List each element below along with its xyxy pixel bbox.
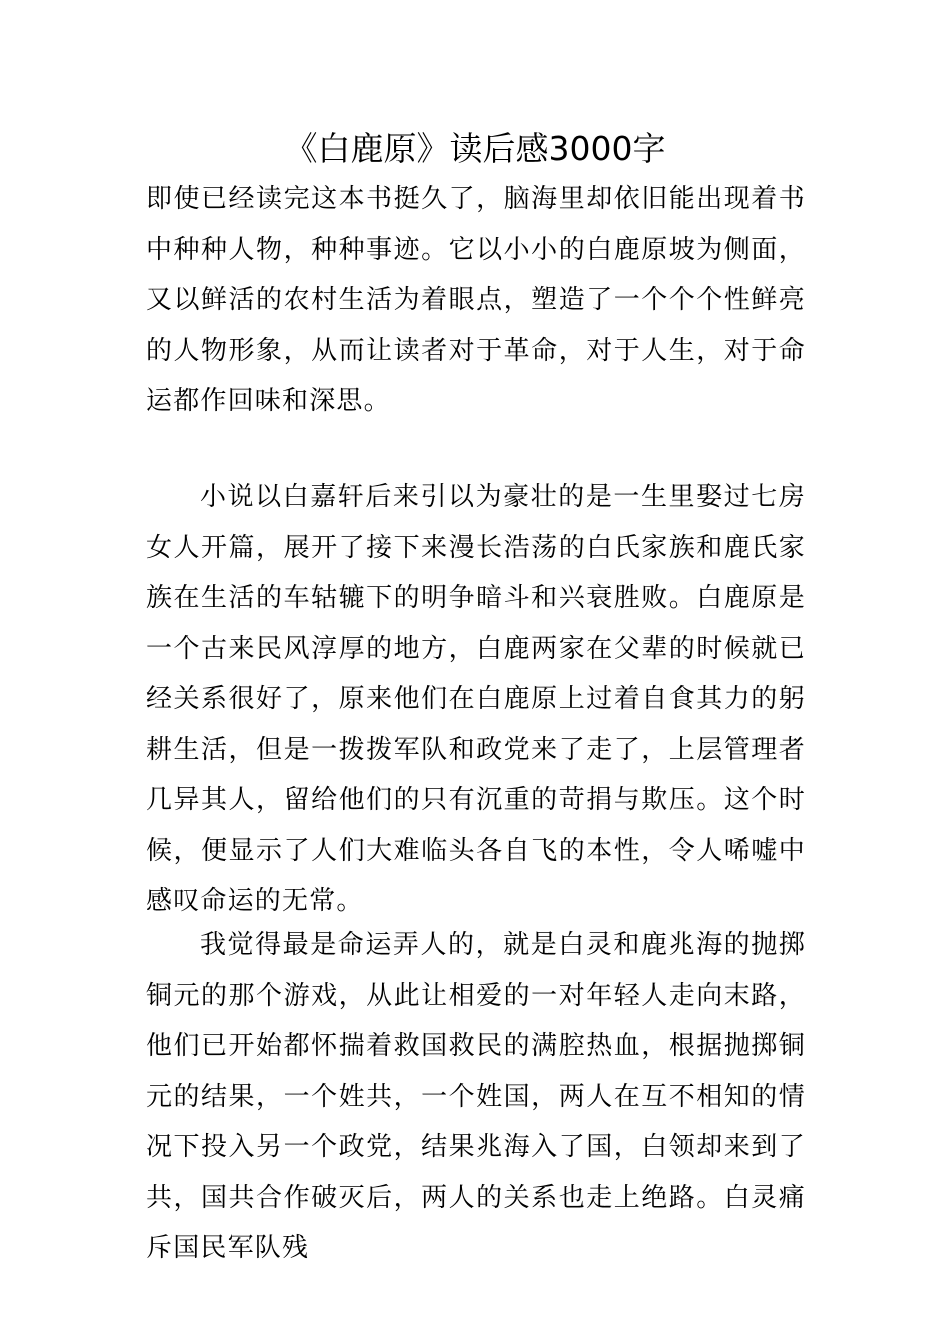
paragraph-2: 小说以白嘉轩后来引以为豪壮的是一生里娶过七房女人开篇，展开了接下来漫长浩荡的白氏家族和鹿氏家族在生活的车轱辘下的明争暗斗和兴衰胜败。白鹿原是一个古来民风淳厚的地方，白鹿两家在父辈的时候就已经关系很好了，原来他们在白鹿原上过着自食其力的躬耕生活，但是一拨拨军队和政党来了走了，上层管理者几异其人，留给他们的只有沉重的苛捐与欺压。这个时候，便显示了人们大难临头各自飞的本性，令人唏嘘中感叹命运的无常。 [146, 482, 806, 916]
paragraph-1: 即使已经读完这本书挺久了，脑海里却依旧能出现着书中种种人物，种种事迹。它以小小的白鹿原坡为侧面，又以鲜活的农村生活为着眼点，塑造了一个个个性鲜亮的人物形象，从而让读者对于革命，对于人生，对于命运都作回味和深思。 [146, 184, 806, 416]
document-title: 《白鹿原》读后感3000字 [284, 129, 666, 168]
paragraph-3: 我觉得最是命运弄人的，就是白灵和鹿兆海的抛掷铜元的那个游戏，从此让相爱的一对年轻人走向末路，他们已开始都怀揣着救国救民的满腔热血，根据抛掷铜元的结果，一个姓共，一个姓国，两人在互不相知的情况下投入另一个政党，结果兆海入了国，白领却来到了共，国共合作破灭后，两人的关系也走上绝路。白灵痛斥国民军队残 [146, 930, 806, 1263]
